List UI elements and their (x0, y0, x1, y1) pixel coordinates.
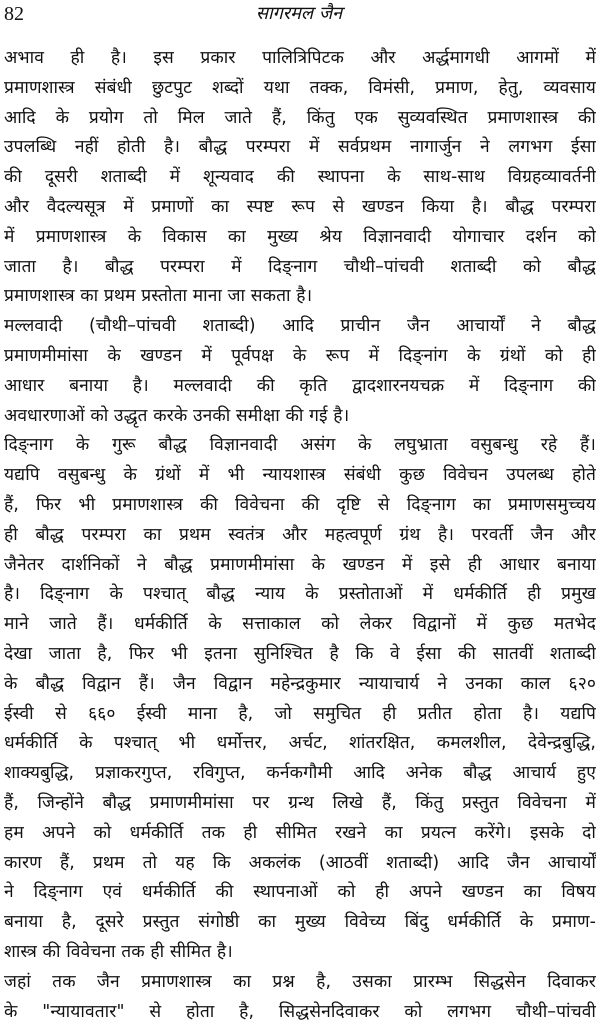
text-line: उपलब्धि नहीं होती है। बौद्ध परम्परा में सर्वप्रथम नागार्जुन ने लगभग ईसा (4, 137, 596, 158)
text-line: है। दिङ्नाग के पश्चात् बौद्ध न्याय के प्रस्तोताओं में धर्मकीर्ति ही प्रमुख (4, 584, 596, 605)
text-line: जैनेतर दार्शनिकों ने बौद्ध प्रमाणमीमांसा के खण्डन में इसे ही आधार बनाया (4, 554, 596, 575)
text-line: शास्त्र की विवेचना तक ही सीमित है। (4, 941, 233, 962)
text-line: अभाव ही है। इस प्रकार पालित्रिपिटक और अर्द्धमागधी आगमों में (4, 48, 596, 68)
text-line: धर्मकीर्ति के पश्चात् भी धर्मोत्तर, अर्चट, शांतरक्षित, कमलशील, देवेन्द्रबुद्धि, (4, 733, 596, 754)
running-head: सागरमल जैन (255, 3, 343, 24)
text-line: में प्रमाणशास्त्र के विकास का मुख्य श्रेय विज्ञानवादी योगाचार दर्शन को (4, 226, 596, 247)
text-line: जहां तक जैन प्रमाणशास्त्र का प्रश्न है, उसका प्रारम्भ सिद्धसेन दिवाकर (4, 971, 596, 992)
text-line: आदि के प्रयोग तो मिल जाते हैं, किंतु एक सुव्यवस्थित प्रमाणशास्त्र की (4, 107, 596, 128)
text-line: हम अपने को धर्मकीर्ति तक ही सीमित रखने का प्रयत्न करेंगे। इसके दो (4, 822, 596, 843)
text-line: की दूसरी शताब्दी में शून्यवाद की स्थापना के साथ-साथ विग्रहव्यावर्तनी (4, 167, 596, 188)
text-line: प्रमाणमीमांसा के खण्डन में पूर्वपक्ष के रूप में दिङ्नांग के ग्रंथों को ही (4, 345, 596, 366)
text-line: आधार बनाया है। मल्लवादी की कृति द्वादशारनयचक्र में दिङ्नाग की (4, 375, 596, 396)
text-line: ही बौद्ध परम्परा का प्रथम स्वतंत्र और महत्वपूर्ण ग्रंथ है। परवर्ती जैन और (4, 524, 596, 545)
text-line: कारण हैं, प्रथम तो यह कि अकलंक (आठवीं शताब्दी) आदि जैन आचार्यों (4, 852, 596, 873)
page-number: 82 (4, 3, 24, 25)
text-line: ईस्वी से ६६० ईस्वी माना है, जो समुचित ही प्रतीत होता है। यद्यपि (4, 703, 596, 724)
body-text (4, 44, 596, 1027)
page-header (4, 0, 594, 30)
text-line: जाता है। बौद्ध परम्परा में दिङ्नाग चौथी–पांचवी शताब्दी को बौद्ध (4, 256, 596, 277)
text-line: देखा जाता है, फिर भी इतना सुनिश्चित है कि वे ईसा की सातवीं शताब्दी (4, 643, 596, 664)
text-line: अवधारणाओं को उद्धृत करके उनकी समीक्षा की गई है। (4, 405, 350, 426)
text-line: के "न्यायावतार" से होता है, सिद्धसेनदिवाकर को लगभग चौथी–पांचवी (4, 1001, 596, 1022)
text-line: के बौद्ध विद्वान हैं। जैन विद्वान महेन्द्रकुमार न्यायाचार्य ने उनका काल ६२० (4, 673, 596, 694)
text-line: हैं, फिर भी प्रमाणशास्त्र की विवेचना की दृष्टि से दिङ्नाग का प्रमाणसमुच्चय (4, 494, 596, 515)
text-line: हैं, जिन्होंने बौद्ध प्रमाणमीमांसा पर ग्रन्थ लिखे हैं, किंतु प्रस्तुत विवेचना में (4, 792, 596, 813)
text-line: यद्यपि वसुबन्धु के ग्रंथों में भी न्यायशास्त्र संबंधी कुछ विवेचन उपलब्ध होते (4, 465, 596, 486)
text-line: प्रमाणशास्त्र का प्रथम प्रस्तोता माना जा सकता है। (4, 286, 313, 307)
text-line: ने दिङ्नाग एवं धर्मकीर्ति की स्थापनाओं को ही अपने खण्डन का विषय (4, 882, 596, 903)
text-line: प्रमाणशास्त्र संबंधी छुटपुट शब्दों यथा तक्क, विमंसी, प्रमाण, हेतु, व्यवसाय (4, 77, 596, 98)
text-line: बनाया है, दूसरे प्रस्तुत संगोष्ठी का मुख्य विवेच्य बिंदु धर्मकीर्ति के प्रमाण- (4, 912, 596, 933)
text-line: दिङ्नाग के गुरू बौद्ध विज्ञानवादी असंग के लघुभ्राता वसुबन्धु रहे हैं। (4, 435, 596, 456)
text-line: मल्लवादी (चौथी–पांचवी शताब्दी) आदि प्राचीन जैन आचार्यों ने बौद्ध (4, 316, 596, 337)
text-line: और वैदल्यसूत्र में प्रमाणों का स्पष्ट रूप से खण्डन किया है। बौद्ध परम्परा (4, 196, 596, 217)
text-line: शाक्यबुद्धि, प्रज्ञाकरगुप्त, रविगुप्त, कर्नकगौमी आदि अनेक बौद्ध आचार्य हुए (4, 763, 596, 784)
text-line: माने जाते हैं। धर्मकीर्ति के सत्ताकाल को लेकर विद्वानों में कुछ मतभेद (4, 614, 596, 635)
